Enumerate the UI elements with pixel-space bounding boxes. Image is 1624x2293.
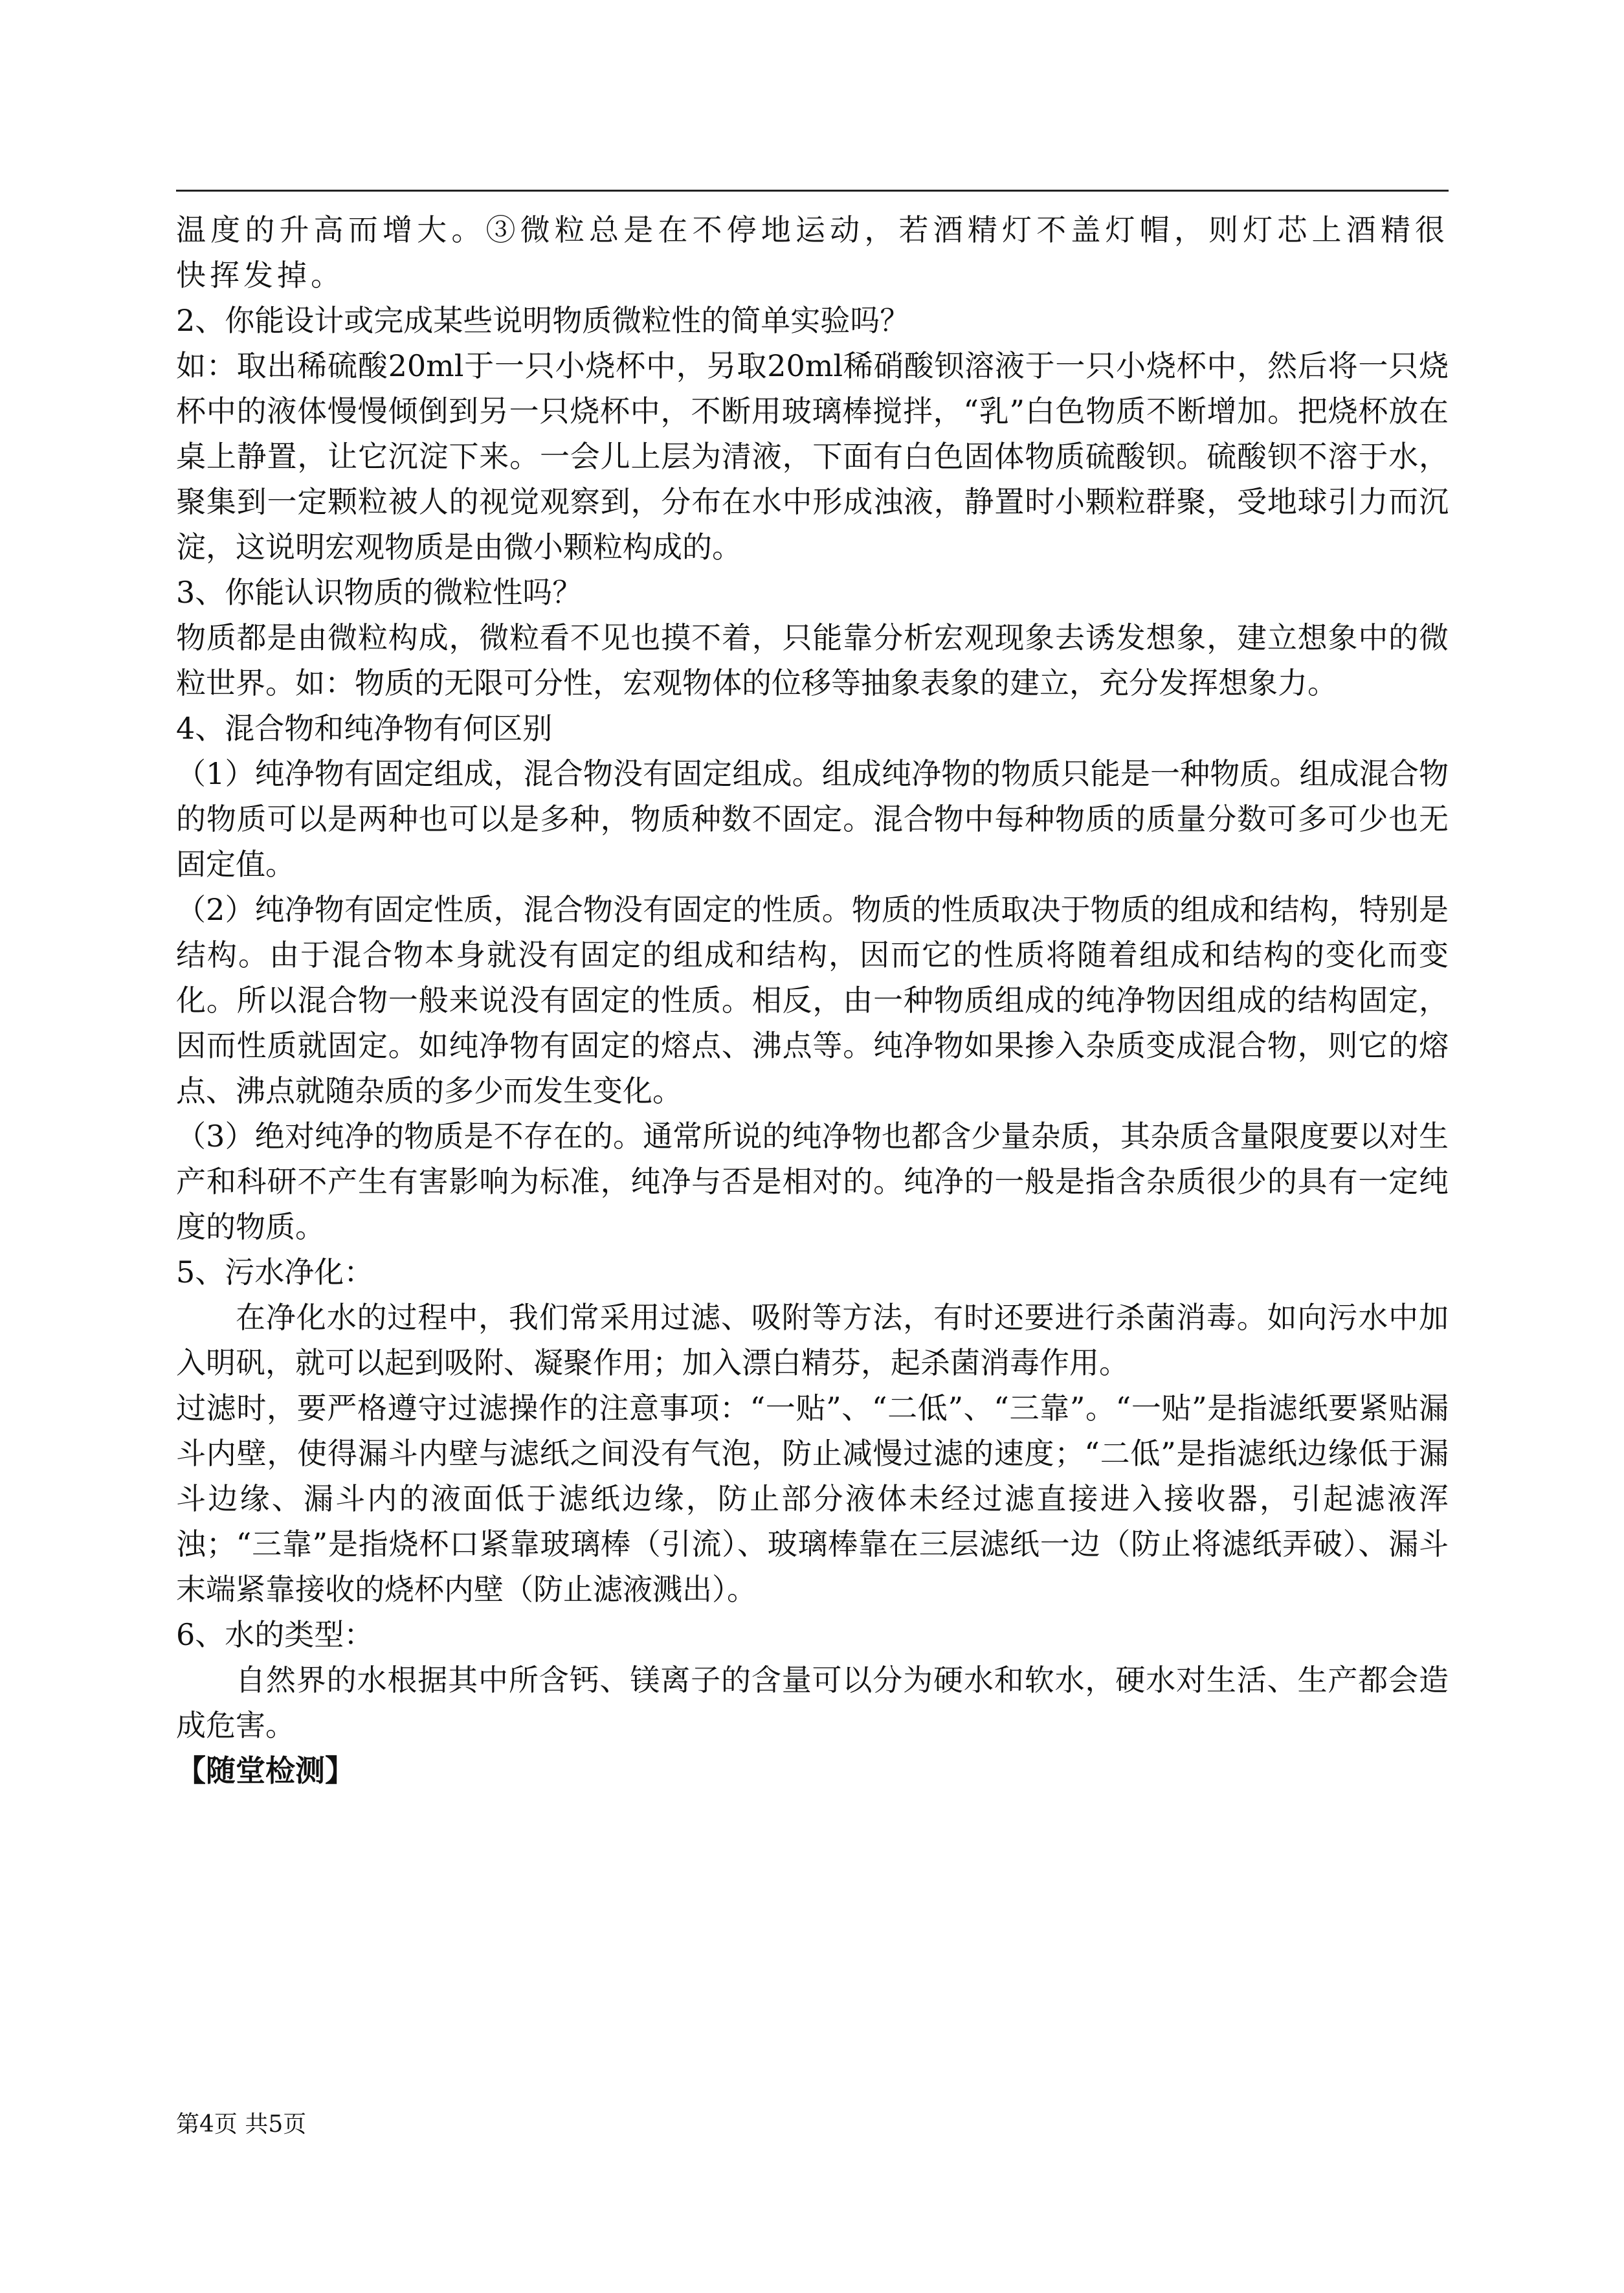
page-number: 第4页 共5页 bbox=[176, 2111, 307, 2138]
section-heading-quiz: 【随堂检测】 bbox=[176, 1753, 355, 1788]
heading-item-2: 2、你能设计或完成某些说明物质微粒性的简单实验吗？ bbox=[176, 303, 910, 338]
heading-item-3: 3、你能认识物质的微粒性吗？ bbox=[176, 575, 583, 610]
paragraph-water-types: 自然界的水根据其中所含钙、镁离子的含量可以分为硬水和软水，硬水对生活、生产都会造成危害。 bbox=[176, 1662, 1449, 1743]
header-rule bbox=[176, 190, 1449, 192]
paragraph-point-1: （1）纯净物有固定组成，混合物没有固定组成。组成纯净物的物质只能是一种物质。组成混合物的物质可以是两种也可以是多种，物质种数不固定。混合物中每种物质的质量分数可多可少也无固定值。 bbox=[176, 756, 1449, 882]
document-body bbox=[176, 207, 1449, 1793]
paragraph-point-2: （2）纯净物有固定性质，混合物没有固定的性质。物质的性质取决于物质的组成和结构，特别是结构。由于混合物本身就没有固定的组成和结构，因而它的性质将随着组成和结构的变化而变化。所以混合物一般来说没有固定的性质。相反，由一种物质组成的纯净物因组成的结构固定，因而性质就固定。如纯净物有固定的熔点、沸点等。纯净物如果掺入杂质变成混合物，则它的熔点、沸点就随杂质的多少而发生变化。 bbox=[176, 892, 1449, 1108]
heading-item-4: 4、混合物和纯净物有何区别 bbox=[176, 711, 553, 746]
heading-item-5: 5、污水净化： bbox=[176, 1255, 374, 1290]
paragraph-point-3: （3）绝对纯净的物质是不存在的。通常所说的纯净物也都含少量杂质，其杂质含量限度要以对生产和科研不产生有害影响为标准，纯净与否是相对的。纯净的一般是指含杂质很少的具有一定纯度的物质。 bbox=[176, 1119, 1449, 1244]
paragraph-experiment: 如：取出稀硫酸20ml于一只小烧杯中，另取20ml稀硝酸钡溶液于一只小烧杯中，然后将一只烧杯中的液体慢慢倾倒到另一只烧杯中，不断用玻璃棒搅拌，“乳”白色物质不断增加。把烧杯放在桌上静置，让它沉淀下来。一会儿上层为清液，下面有白色固体物质硫酸钡。硫酸钡不溶于水，聚集到一定颗粒被人的视觉观察到，分布在水中形成浊液，静置时小颗粒群聚，受地球引力而沉淀，这说明宏观物质是由微小颗粒构成的。 bbox=[176, 348, 1449, 565]
paragraph-particle-nature: 物质都是由微粒构成，微粒看不见也摸不着，只能靠分析宏观现象去诱发想象，建立想象中的微粒世界。如：物质的无限可分性，宏观物体的位移等抽象表象的建立，充分发挥想象力。 bbox=[176, 620, 1449, 700]
heading-item-6: 6、水的类型： bbox=[176, 1617, 374, 1652]
paragraph-continuation: 温度的升高而增大。③微粒总是在不停地运动，若酒精灯不盖灯帽，则灯芯上酒精很快挥发掉。 bbox=[176, 212, 1449, 293]
paragraph-water-purification: 在净化水的过程中，我们常采用过滤、吸附等方法，有时还要进行杀菌消毒。如向污水中加入明矾，就可以起到吸附、凝聚作用；加入漂白精芬，起杀菌消毒作用。 bbox=[176, 1300, 1449, 1380]
paragraph-filtration: 过滤时，要严格遵守过滤操作的注意事项：“一贴”、“二低”、“三靠”。“一贴”是指滤纸要紧贴漏斗内壁，使得漏斗内壁与滤纸之间没有气泡，防止减慢过滤的速度；“二低”是指滤纸边缘低于漏斗边缘、漏斗内的液面低于滤纸边缘，防止部分液体未经过滤直接进入接收器，引起滤液浑浊；“三靠”是指烧杯口紧靠玻璃棒（引流）、玻璃棒靠在三层滤纸一边（防止将滤纸弄破）、漏斗末端紧靠接收的烧杯内壁（防止滤液溅出）。 bbox=[176, 1391, 1449, 1607]
